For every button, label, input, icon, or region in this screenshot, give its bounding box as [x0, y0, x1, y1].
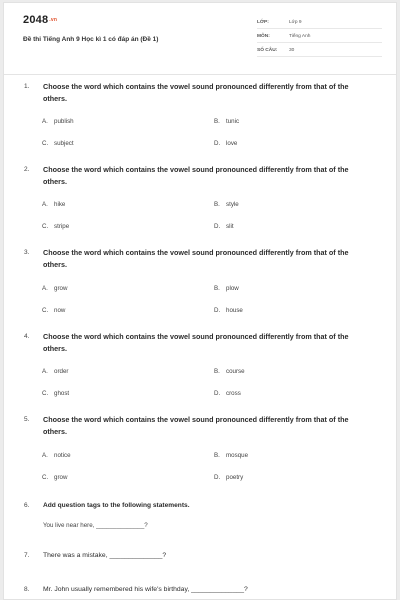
option-letter: B. [214, 285, 220, 292]
option-c[interactable] [42, 307, 65, 314]
document-title: Đề thi Tiếng Anh 9 Học kì 1 có đáp án (Đề 1) [23, 36, 159, 43]
option-letter: C. [42, 307, 49, 314]
question-text: Add question tags to the following statements. [43, 502, 190, 509]
meta-row-class [257, 17, 382, 29]
option-text: hike [54, 201, 66, 208]
question-text: Mr. John usually remembered his wife's birthday, ______________? [43, 586, 248, 593]
question-number: 4. [24, 333, 30, 340]
option-letter: D. [214, 140, 221, 147]
option-text: publish [54, 118, 74, 125]
site-logo[interactable] [23, 14, 57, 26]
option-text: now [54, 307, 66, 314]
option-text: cross [226, 390, 241, 397]
option-letter: B. [214, 201, 220, 208]
option-letter: A. [42, 452, 48, 459]
meta-label: MÔN: [257, 34, 270, 39]
option-c[interactable] [42, 140, 74, 147]
option-text: grow [54, 474, 68, 481]
option-a[interactable] [42, 368, 68, 375]
logo-text: 2048 [23, 14, 49, 26]
meta-value: Tiếng Anh [289, 34, 311, 39]
option-text: mosque [226, 452, 249, 459]
option-text: ghost [54, 390, 70, 397]
option-a[interactable] [42, 118, 74, 125]
question-number: 6. [24, 502, 30, 509]
option-text: subject [54, 140, 74, 147]
option-a[interactable] [42, 452, 71, 459]
option-text: course [226, 368, 245, 375]
option-text: love [226, 140, 238, 147]
option-text: tunic [226, 118, 240, 125]
option-d[interactable] [214, 140, 237, 147]
meta-label: LỚP: [257, 20, 269, 25]
option-letter: A. [42, 285, 48, 292]
question-number: 1. [24, 83, 30, 90]
question-text: There was a mistake, ______________? [43, 552, 167, 559]
option-d[interactable] [214, 223, 234, 230]
option-b[interactable] [214, 452, 248, 459]
option-text: plow [226, 285, 239, 292]
option-c[interactable] [42, 474, 67, 481]
option-d[interactable] [214, 474, 243, 481]
option-letter: C. [42, 140, 49, 147]
meta-row-subject [257, 31, 382, 43]
meta-row-count [257, 45, 382, 57]
question-text: Choose the word which contains the vowel sound pronounced differently from that of the others. [43, 332, 349, 353]
option-letter: A. [42, 201, 48, 208]
option-text: order [54, 368, 69, 375]
option-c[interactable] [42, 223, 69, 230]
option-a[interactable] [42, 201, 65, 208]
option-letter: A. [42, 118, 48, 125]
question-text: Choose the word which contains the vowel sound pronounced differently from that of the others. [43, 415, 349, 436]
option-text: house [226, 307, 243, 314]
option-c[interactable] [42, 390, 69, 397]
option-letter: D. [214, 390, 221, 397]
option-text: stripe [54, 223, 70, 230]
option-text: poetry [226, 474, 244, 481]
option-a[interactable] [42, 285, 67, 292]
question-number: 7. [24, 552, 30, 559]
question-subtext: You live near here, ______________? [43, 522, 148, 529]
option-b[interactable] [214, 368, 245, 375]
meta-value: 30 [289, 48, 295, 53]
option-letter: D. [214, 223, 221, 230]
logo-suffix: .vn [49, 17, 58, 24]
option-letter: B. [214, 452, 220, 459]
option-text: style [226, 201, 239, 208]
option-text: grow [54, 285, 68, 292]
document-page [3, 2, 397, 600]
option-text: notice [54, 452, 71, 459]
question-number: 5. [24, 416, 30, 423]
option-d[interactable] [214, 307, 243, 314]
question-text: Choose the word which contains the vowel sound pronounced differently from that of the others. [43, 82, 349, 103]
option-letter: C. [42, 223, 49, 230]
option-letter: C. [42, 474, 49, 481]
option-b[interactable] [214, 285, 239, 292]
meta-value: Lớp 9 [289, 20, 302, 25]
option-text: slit [226, 223, 234, 230]
option-letter: B. [214, 368, 220, 375]
option-d[interactable] [214, 390, 241, 397]
option-letter: D. [214, 474, 221, 481]
option-b[interactable] [214, 201, 239, 208]
question-text: Choose the word which contains the vowel sound pronounced differently from that of the others. [43, 165, 349, 186]
document-header [4, 3, 396, 75]
question-number: 2. [24, 166, 30, 173]
option-letter: D. [214, 307, 221, 314]
option-letter: C. [42, 390, 49, 397]
option-letter: A. [42, 368, 48, 375]
option-b[interactable] [214, 118, 239, 125]
meta-label: SỐ CÂU: [257, 48, 278, 53]
question-number: 3. [24, 249, 30, 256]
question-number: 8. [24, 586, 30, 593]
question-text: Choose the word which contains the vowel sound pronounced differently from that of the others. [43, 248, 349, 269]
option-letter: B. [214, 118, 220, 125]
